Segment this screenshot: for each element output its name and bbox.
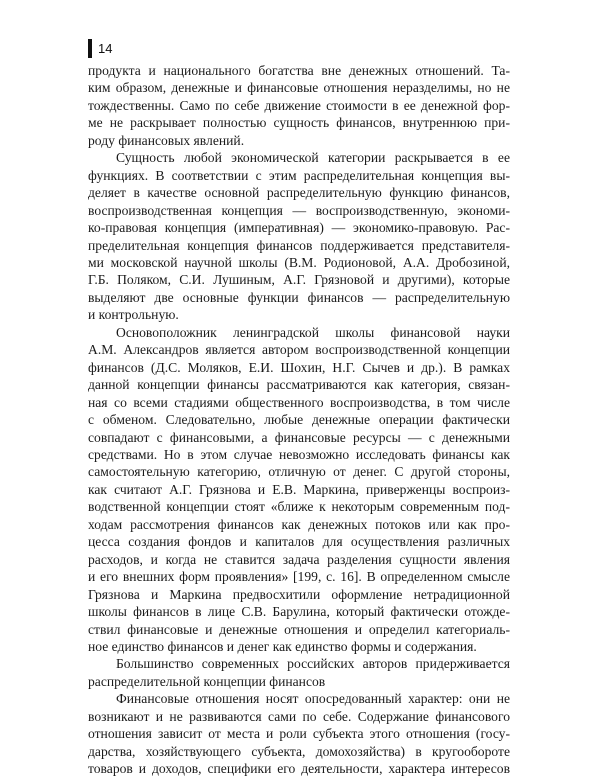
text-line: и его внешних форм проявления» [199, с. 16]. В определенном смысле [88,569,510,585]
text-line: расходов, и когда не ставится задача разделения сущности явления [88,551,510,567]
text-line: ме не раскрывает полностью сущность финансов, внутреннюю при- [88,115,510,131]
text-line: самостоятельную категорию, отличную от денег. С другой стороны, [88,464,510,480]
text-line: возникают и не развиваются сами по себе. Содержание финансового [88,708,510,724]
text-line: ная со всеми стадиями общественного воспроизводства, в том числе [88,394,510,410]
text-line: ким образом, денежные и финансовые отношения неразделимы, но не [88,80,510,96]
text-line: дарства, хозяйствующего субъекта, домохозяйства) в кругообороте [88,743,510,759]
text-line: ходам рассмотрения финансов как денежных потоков или как про- [88,516,510,532]
text-line: ное единство финансов и денег как единство формы и содержания. [88,638,477,654]
text-line: пределительная концепция финансов поддерживается представителя- [88,237,510,253]
paragraph [88,149,510,324]
paragraph [88,324,510,656]
text-line: отношения зависит от места и роли субъекта этого отношения (госу- [88,726,510,742]
paragraph [88,655,510,690]
text-line: ствил финансовые и денежные отношения и определил категориаль- [88,621,510,637]
text-line: роду финансовых явлений. [88,132,245,148]
text-line: функциях. В соответствии с этим распределительная концепция вы- [88,167,510,183]
text-line: Большинство современных российских авторов придерживается [116,656,510,672]
text-line: цесса создания фондов и капиталов для осуществления различных [88,534,510,550]
text-line: продукта и национального богатства вне денежных отношений. Та- [88,63,510,78]
text-line: с обменом. Следовательно, любые денежные операции фактически [88,412,510,428]
text-line: ми московской научной школы (В.М. Родионовой, А.А. Дробозиной, [88,254,510,270]
text-line: воспроизводственная концепция — воспроизводственную, экономи- [88,202,510,218]
text-line: данной концепции финансы рассматриваются как категория, связан- [88,377,510,393]
text-line: школы финансов в лице С.В. Барулина, который фактически отожде- [88,604,510,620]
paragraph [88,690,510,777]
paragraph [88,62,510,149]
text-line: Сущность любой экономической категории раскрывается в ее [116,150,510,166]
text-line: Финансовые отношения носят опосредованный характер: они не [116,691,510,707]
text-line: совпадают с финансовыми, а финансовые ресурсы — с денежными [88,429,510,445]
text-line: распределительной концепции финансов [88,673,326,689]
text-line: Г.Б. Поляком, С.И. Лушиным, А.Г. Грязновой и другими), которые [88,272,510,288]
text-line: А.М. Александров является автором воспроизводственной концепции [88,342,510,358]
text-line: тождественны. Само по себе движение стоимости в ее денежной фор- [88,97,510,113]
text-line: товаров и доходов, специфики его деятельности, характера интересов [88,761,510,777]
text-line: водственной концепции стоят «ближе к некоторым современным под- [88,499,510,515]
header-bar [88,39,92,58]
text-line: как считают А.Г. Грязнова и Е.В. Маркина, приверженцы воспроиз- [88,481,510,497]
text-line: средствами. Но в этом случае невозможно исследовать финансы как [88,446,510,462]
text-line: финансов (Д.С. Моляков, Е.И. Шохин, Н.Г. Сычев и др.). В рамках [88,359,510,375]
text-line: Основоположник ленинградской школы финансовой науки [116,324,510,340]
text-line: ко-правовая концепция (императивная) — экономико-правовую. Рас- [88,220,510,236]
text-line: Грязнова и Маркина предвосхитили оформление нетрадиционной [88,586,510,602]
text-line: выделяют две основные функции финансов — распределительную [88,289,510,305]
page-number: 14 [98,40,113,56]
text-body [88,62,510,778]
text-line: и контрольную. [88,307,179,323]
page-header [88,38,112,58]
text-line: деляет в качестве основной распределительную функцию финансов, [88,185,510,201]
